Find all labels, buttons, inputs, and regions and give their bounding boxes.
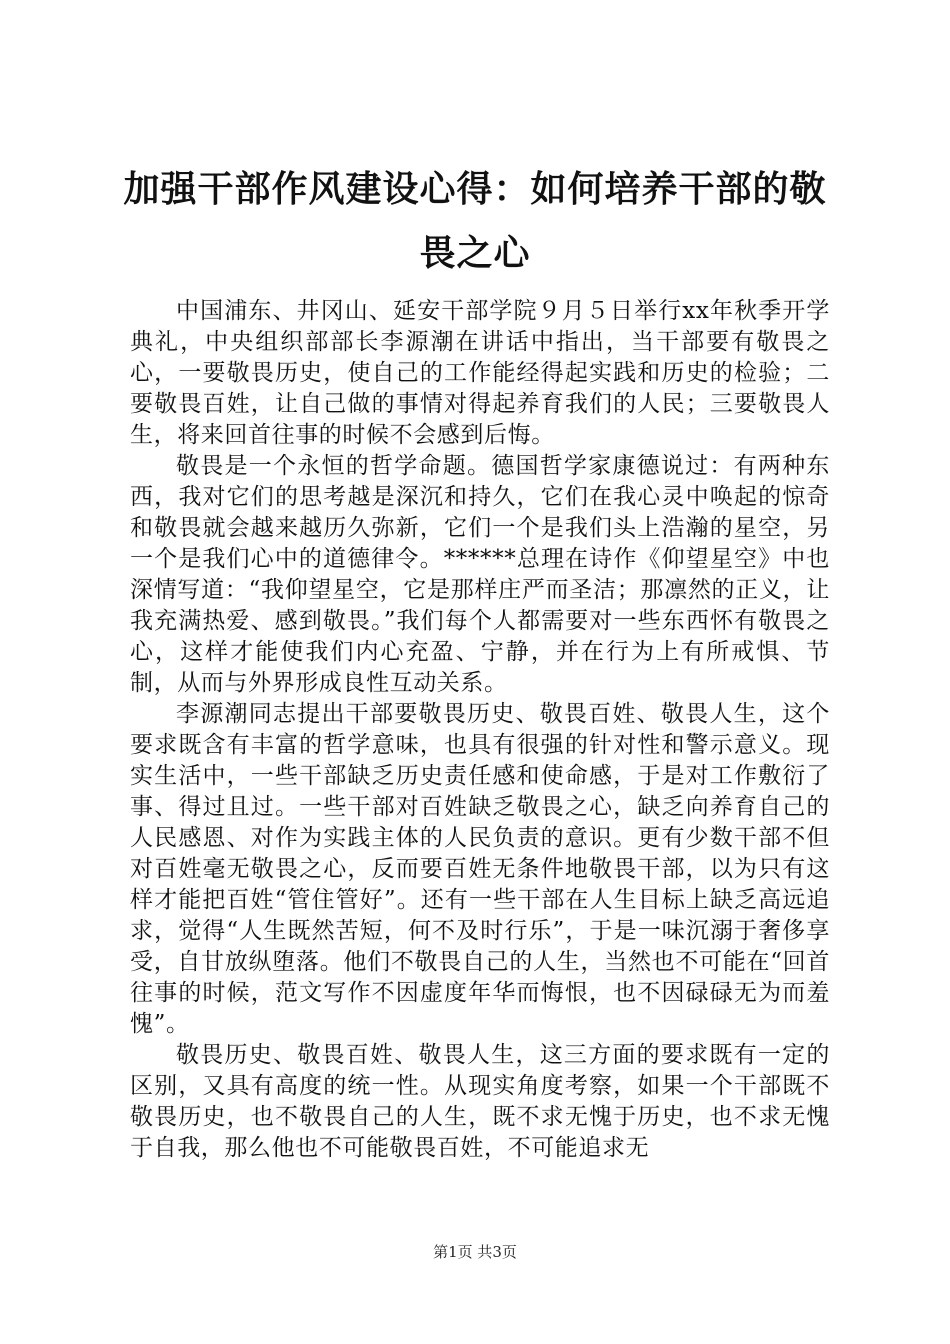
document-title: 加强干部作风建设心得：如何培养干部的敬畏之心 (123, 169, 827, 274)
page-footer (0, 1242, 950, 1262)
paragraph-1: 中国浦东、井冈山、延安干部学院９月５日举行xx年秋季开学典礼，中央组织部部长李源潮在讲话中指出，当干部要有敬畏之心，一要敬畏历史，使自己的工作能经得起实践和历史的检验；二要敬畏百姓，让自己做的事情对得起养育我们的人民；三要敬畏人生，将来回首往事的时候不会感到后悔。 (130, 298, 830, 448)
paragraph-4: 敬畏历史、敬畏百姓、敬畏人生，这三方面的要求既有一定的区别，又具有高度的统一性。从现实角度考察，如果一个干部既不敬畏历史，也不敬畏自己的人生，既不求无愧于历史，也不求无愧于自我，那么他也不可能敬畏百姓，不可能追求无 (130, 1042, 830, 1161)
page-number: 第1页 共3页 (433, 1243, 517, 1261)
paragraph-2: 敬畏是一个永恒的哲学命题。德国哲学家康德说过：有两种东西，我对它们的思考越是深沉和持久，它们在我心灵中唤起的惊奇和敬畏就会越来越历久弥新，它们一个是我们头上浩瀚的星空，另一个是我们心中的道德律令。******总理在诗作《仰望星空》中也深情写道：“我仰望星空，它是那样庄严而圣洁；那凛然的正义，让我充满热爱、感到敬畏。”我们每个人都需要对一些东西怀有敬畏之心，这样才能使我们内心充盈、宁静，并在行为上有所戒惧、节制，从而与外界形成良性互动关系。 (130, 453, 830, 696)
document-body (130, 296, 830, 1164)
paragraph-3: 李源潮同志提出干部要敬畏历史、敬畏百姓、敬畏人生，这个要求既含有丰富的哲学意味，也具有很强的针对性和警示意义。现实生活中，一些干部缺乏历史责任感和使命感，于是对工作敷衍了事、得过且过。一些干部对百姓缺乏敬畏之心，缺乏向养育自己的人民感恩、对作为实践主体的人民负责的意识。更有少数干部不但对百姓毫无敬畏之心，反而要百姓无条件地敬畏干部，以为只有这样才能把百姓“管住管好”。还有一些干部在人生目标上缺乏高远追求，觉得“人生既然苦短，何不及时行乐”，于是一味沉溺于奢侈享受，自甘放纵堕落。他们不敬畏自己的人生，当然也不可能在“回首往事的时候，范文写作不因虚度年华而悔恨，也不因碌碌无为而羞愧”。 (130, 701, 830, 1037)
